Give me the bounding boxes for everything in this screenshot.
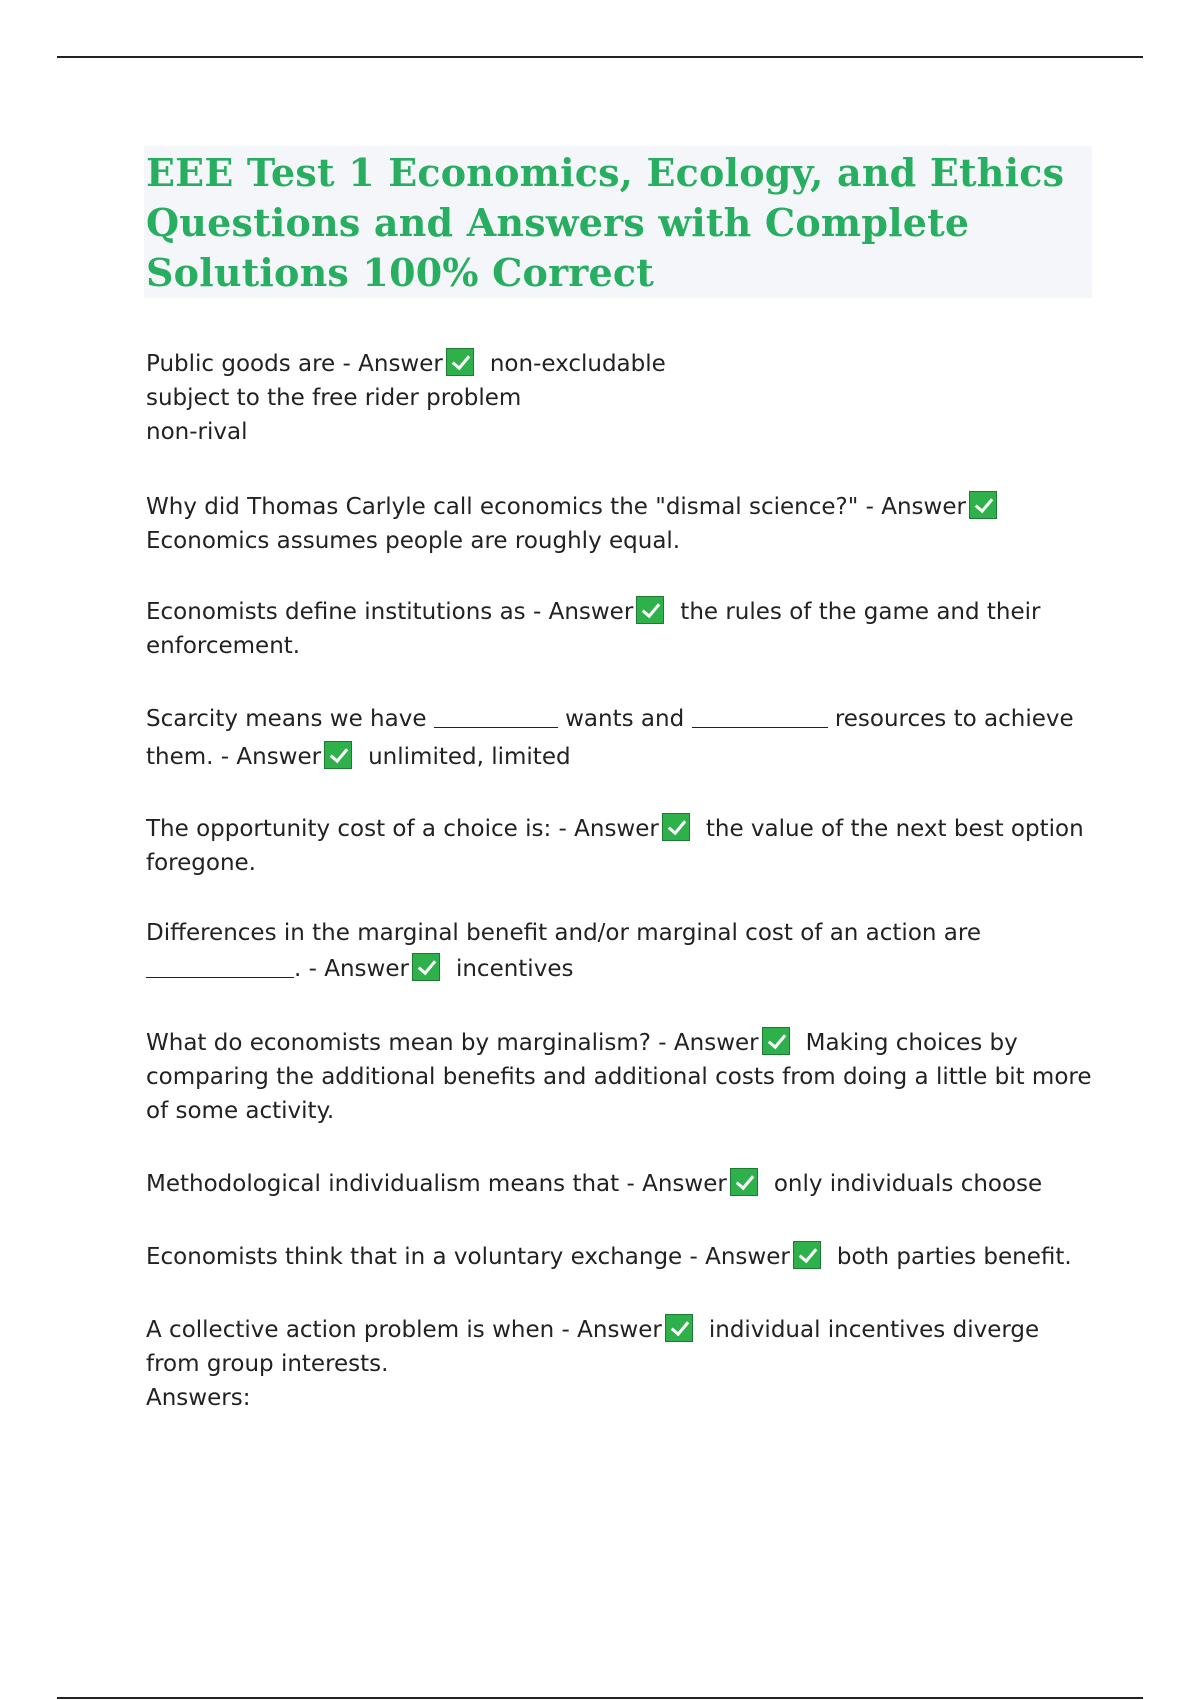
answer-marker: - Answer [865,494,966,520]
question-text: Differences in the marginal benefit and/or marginal cost of an action are [146,920,981,946]
qa-item-1 [146,347,1096,449]
question-text: Economists think that in a voluntary exchange [146,1244,683,1270]
question-text: Scarcity means we have [146,706,427,732]
bottom-divider [57,1697,1143,1699]
fill-blank [146,955,294,978]
green-checkmark-icon [412,953,440,981]
answer-text: both parties benefit. [836,1244,1072,1270]
question-text: Why did Thomas Carlyle call economics the "dismal science?" [146,494,859,520]
qa-item-2 [146,490,1096,558]
answer-text: individual incentives diverge from group interests. [146,1317,1040,1377]
qa-item-4 [146,700,1096,776]
qa-item-3 [146,595,1096,663]
answer-marker: - Answer [308,956,409,982]
qa-item-10 [146,1313,1096,1415]
green-checkmark-icon [324,741,352,769]
document-title: EEE Test 1 Economics, Ecology, and Ethics Questions and Answers with Complete Solutions 100% Correct [146,150,1065,295]
question-text: The opportunity cost of a choice is: [146,816,552,842]
green-checkmark-icon [446,348,474,376]
answer-marker: - Answer [689,1244,790,1270]
answer-text: unlimited, limited [368,744,571,770]
answer-text: the rules of the game and their enforcement. [146,599,1041,659]
green-checkmark-icon [730,1168,758,1196]
answer-line: non-rival [146,419,248,445]
green-checkmark-icon [662,813,690,841]
answer-marker: - Answer [626,1171,727,1197]
question-text: Economists define institutions as [146,599,526,625]
question-text: resources to achieve them. [146,706,1074,770]
question-text: Methodological individualism means that [146,1171,620,1197]
answer-line: non-excludable [489,351,666,377]
trailing-text: Answers: [146,1385,251,1411]
question-text: Public goods are [146,351,336,377]
top-divider [57,56,1143,58]
answer-marker: - Answer [561,1317,662,1343]
answer-marker: - Answer [658,1030,759,1056]
qa-item-5 [146,812,1096,880]
qa-item-6 [146,915,1096,987]
answer-text: incentives [455,956,574,982]
green-checkmark-icon [636,596,664,624]
answer-marker: - Answer [342,351,443,377]
answer-marker: - Answer [532,599,634,625]
green-checkmark-icon [762,1027,790,1055]
answer-text: Making choices by comparing the additional benefits and additional costs from doing a little bit more of some activity. [146,1030,1092,1124]
fill-blank [434,705,558,728]
qa-item-7 [146,1026,1096,1128]
qa-item-8 [146,1167,1096,1201]
green-checkmark-icon [793,1241,821,1269]
answer-text: Economics assumes people are roughly equal. [146,528,681,554]
green-checkmark-icon [665,1314,693,1342]
answer-marker: - Answer [558,816,659,842]
answer-marker: - Answer [220,744,322,770]
answer-line: subject to the free rider problem [146,385,522,411]
answer-text: the value of the next best option foregone. [146,816,1084,876]
qa-item-9 [146,1240,1096,1274]
question-text: A collective action problem is when [146,1317,555,1343]
question-text: . [294,956,302,982]
green-checkmark-icon [969,491,997,519]
question-text: What do economists mean by marginalism? [146,1030,651,1056]
fill-blank [692,705,828,728]
question-text: wants and [565,706,685,732]
answer-text: only individuals choose [773,1171,1043,1197]
